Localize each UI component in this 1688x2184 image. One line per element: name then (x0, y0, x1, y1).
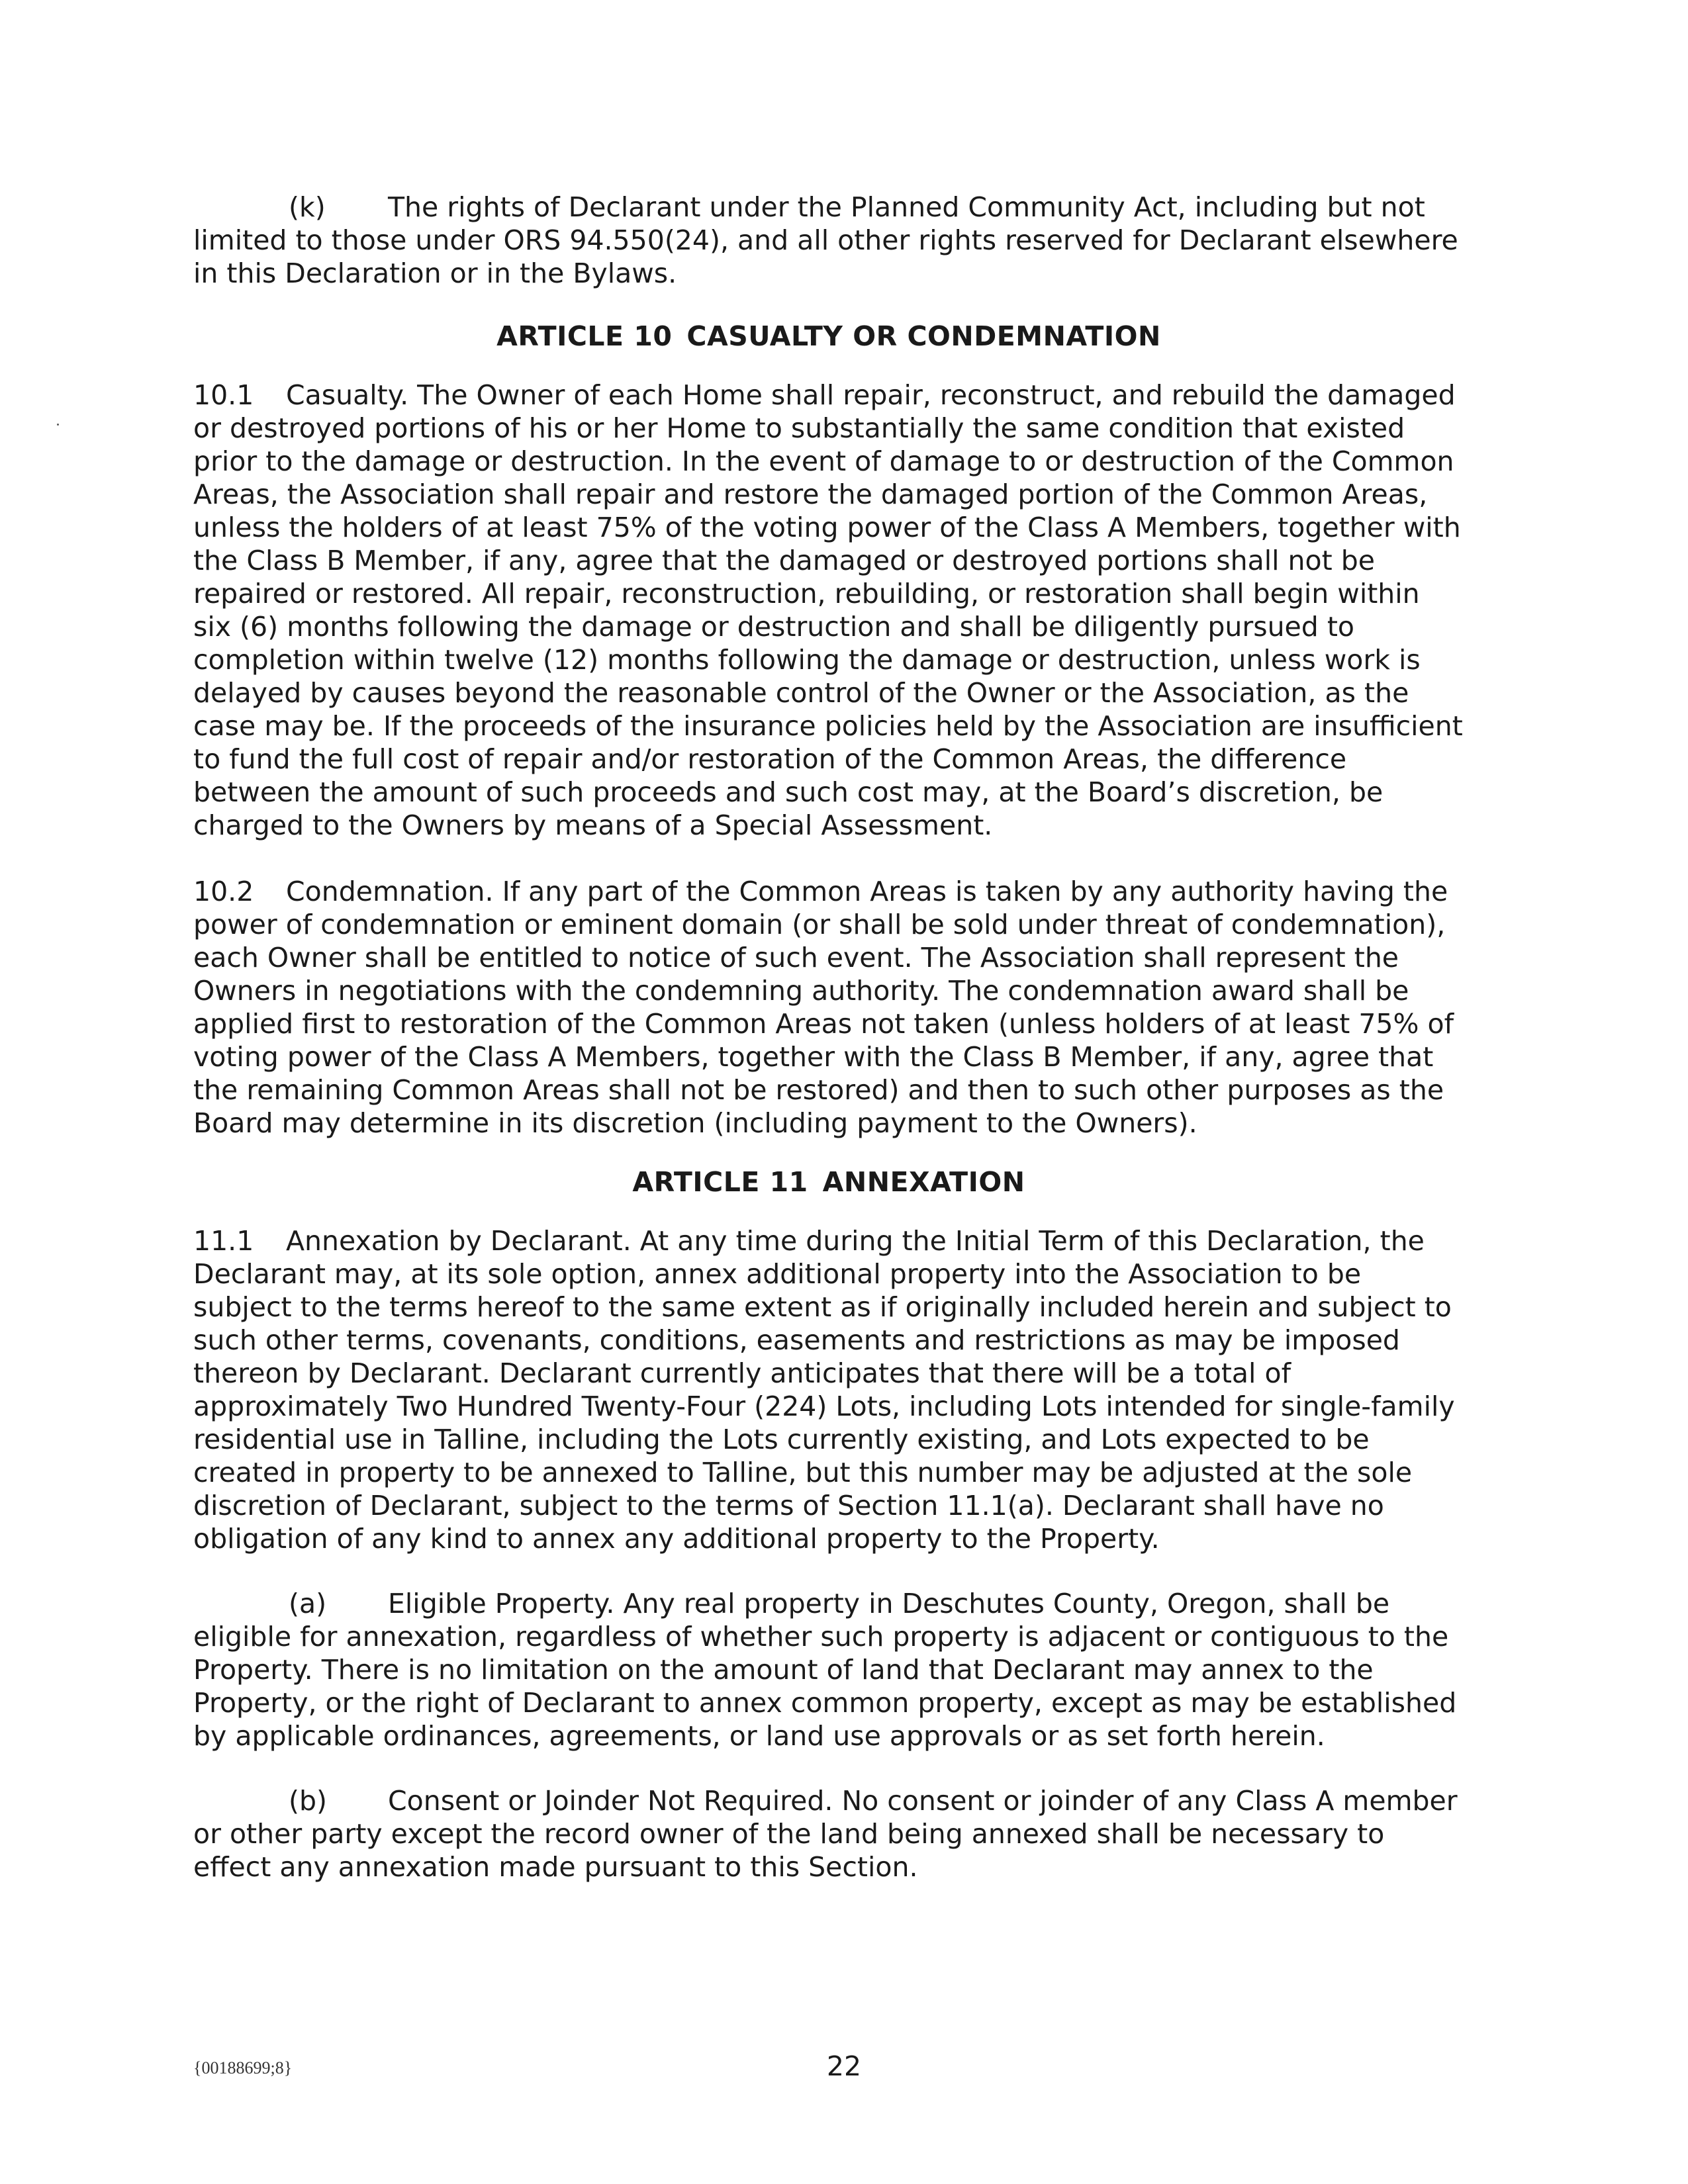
scan-speck (57, 424, 59, 426)
subsection-a (193, 1587, 1464, 1752)
section-10-1-number: 10.1 (193, 379, 254, 411)
section-10-2-number: 10.2 (193, 876, 254, 907)
paragraph-k-label: (k) (289, 191, 326, 223)
document-id: {00188699;8} (193, 2058, 293, 2077)
article-11-title: ANNEXATION (822, 1166, 1025, 1198)
paragraph-k-text: The rights of Declarant under the Planned Community Act, including but not limited to those under ORS 94.550(24), and all other rights reserved for Declarant elsewhere in this Declaration or in the Bylaws. (193, 191, 1458, 289)
section-11-1 (193, 1224, 1464, 1555)
section-10-2 (193, 875, 1464, 1140)
subsection-b (193, 1784, 1464, 1884)
paragraph-k (193, 191, 1464, 290)
article-11-heading (193, 1166, 1464, 1198)
section-10-2-text: Condemnation. If any part of the Common Areas is taken by any authority having the power of condemnation or eminent domain (or shall be sold under threat of condemnation), each Owner shall be entitled to notice of such event. The Association shall represent the Owners in negotiations with the condemning authority. The condemnation award shall be applied first to restoration of the Common Areas not taken (unless holders of at least 75% of voting power of the Class A Members, together with the Class B Member, if any, agree that the remaining Common Areas shall not be restored) and then to such other purposes as the Board may determine in its discretion (including payment to the Owners). (193, 876, 1454, 1139)
section-10-1-text: Casualty. The Owner of each Home shall repair, reconstruct, and rebuild the damaged or destroyed portions of his or her Home to substantially the same condition that existed prior to the damage or destruction. In the event of damage to or destruction of the Common Areas, the Association shall repair and restore the damaged portion of the Common Areas, unless the holders of at least 75% of the voting power of the Class A Members, together with the Class B Member, if any, agree that the damaged or destroyed portions shall not be repaired or restored. All repair, reconstruction, rebuilding, or restoration shall begin within six (6) months following the damage or destruction and shall be diligently pursued to completion within twelve (12) months following the damage or destruction, unless work is delayed by causes beyond the reasonable control of the Owner or the Association, as the case may be. If the proceeds of the insurance policies held by the Association are insufficient to fund the full cost of repair and/or restoration of the Common Areas, the difference between the amount of such proceeds and such cost may, at the Board’s discretion, be charged to the Owners by means of a Special Assessment. (193, 379, 1463, 841)
section-11-1-number: 11.1 (193, 1225, 254, 1257)
subsection-b-text: Consent or Joinder Not Required. No consent or joinder of any Class A member or other party except the record owner of the land being annexed shall be necessary to effect any annexation made pursuant to this Section. (193, 1785, 1458, 1883)
article-10-title: CASUALTY OR CONDEMNATION (686, 320, 1161, 352)
subsection-b-label: (b) (289, 1785, 328, 1817)
section-10-1 (193, 379, 1464, 842)
document-page (193, 191, 1464, 1884)
section-11-1-text: Annexation by Declarant. At any time during the Initial Term of this Declaration, the Declarant may, at its sole option, annex additional property into the Association to be subject to the terms hereof to the same extent as if originally included herein and subject to such other terms, covenants, conditions, easements and restrictions as may be imposed thereon by Declarant. Declarant currently anticipates that there will be a total of approximately Two Hundred Twenty-Four (224) Lots, including Lots intended for single-family residential use in Talline, including the Lots currently existing, and Lots expected to be created in property to be annexed to Talline, but this number may be adjusted at the sole discretion of Declarant, subject to the terms of Section 11.1(a). Declarant shall have no obligation of any kind to annex any additional property to the Property. (193, 1225, 1455, 1555)
page-number: 22 (826, 2050, 862, 2082)
article-10-heading (193, 320, 1464, 352)
subsection-a-label: (a) (289, 1588, 327, 1619)
article-11-number: ARTICLE 11 (632, 1166, 808, 1198)
subsection-a-text: Eligible Property. Any real property in Deschutes County, Oregon, shall be eligible for annexation, regardless of whether such property is adjacent or contiguous to the Property. There is no limitation on the amount of land that Declarant may annex to the Property, or the right of Declarant to annex common property, except as may be established by applicable ordinances, agreements, or land use approvals or as set forth herein. (193, 1588, 1457, 1752)
article-10-number: ARTICLE 10 (496, 320, 673, 352)
